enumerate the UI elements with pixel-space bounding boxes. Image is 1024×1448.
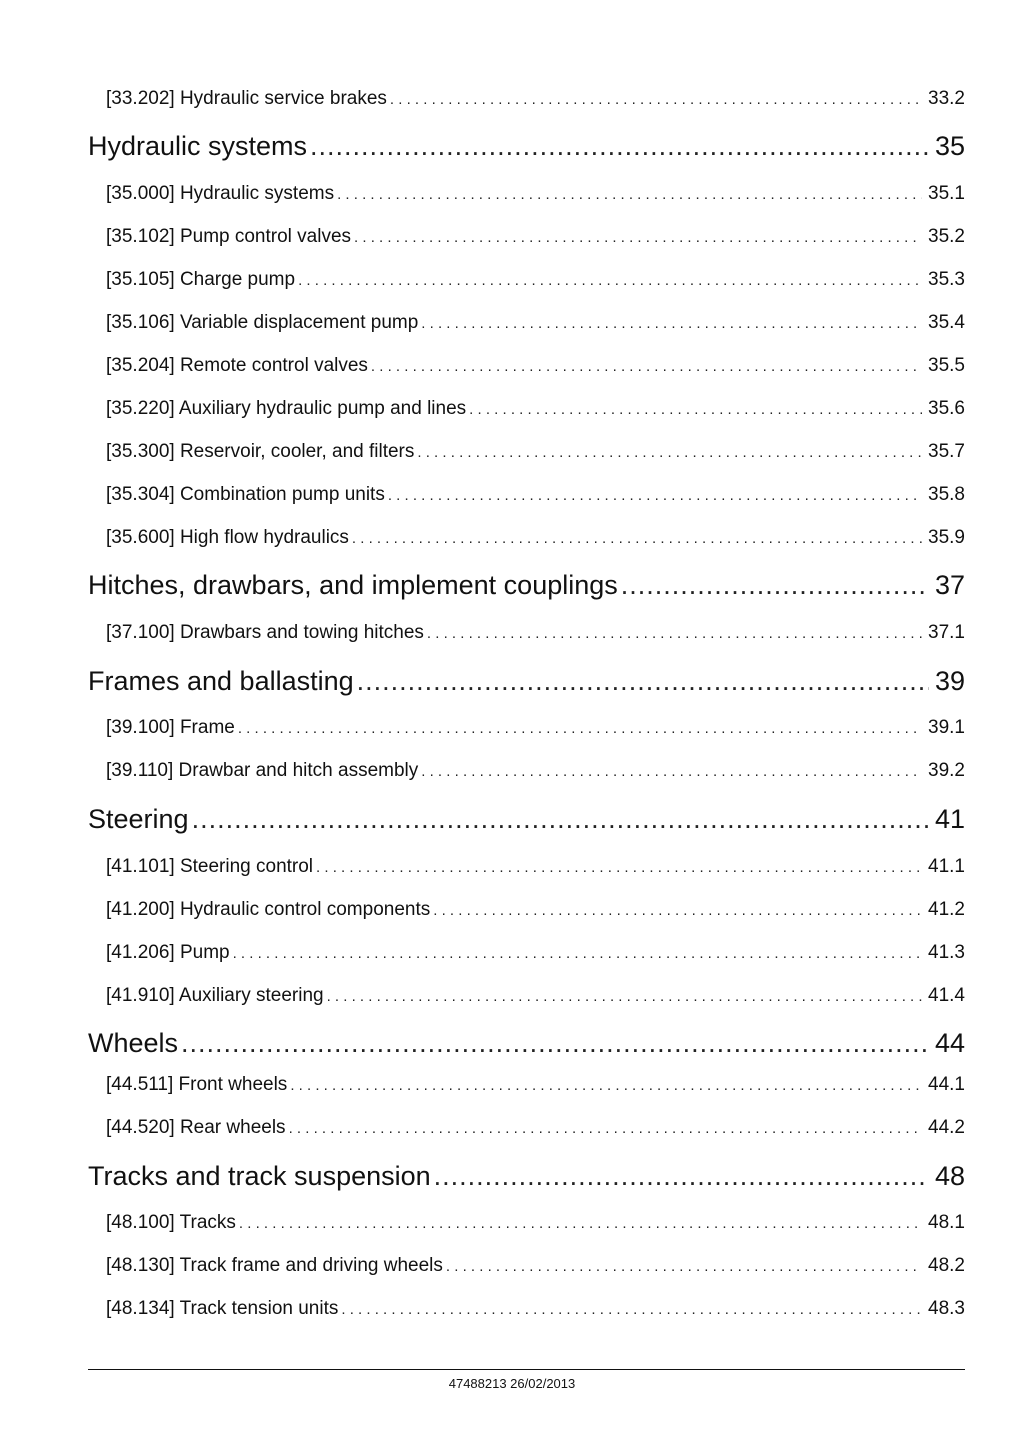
- toc-section-page: 37: [934, 570, 965, 600]
- dot-leader: [239, 1212, 922, 1234]
- dot-leader: [434, 1161, 929, 1192]
- toc-entry-page: 48.3: [928, 1298, 965, 1319]
- toc-section-title: Hydraulic systems: [88, 131, 308, 161]
- toc-entry-page: 41.3: [928, 942, 965, 963]
- toc-section-title: Frames and ballasting: [88, 666, 354, 696]
- toc-entry-page: 35.5: [928, 355, 965, 376]
- toc-section-page: 44: [934, 1028, 965, 1058]
- toc-section[interactable]: [88, 666, 965, 702]
- dot-leader: [388, 484, 922, 506]
- dot-leader: [181, 1028, 929, 1059]
- toc-entry-title: [41.206] Pump: [106, 942, 230, 963]
- toc-entry[interactable]: [106, 398, 965, 424]
- toc-entry[interactable]: [106, 717, 965, 743]
- toc-entry-title: [48.130] Track frame and driving wheels: [106, 1255, 443, 1276]
- toc-entry-title: [35.105] Charge pump: [106, 269, 296, 290]
- toc-entry[interactable]: [106, 527, 965, 553]
- dot-leader: [354, 226, 922, 248]
- toc-entry-title: [35.300] Reservoir, cooler, and filters: [106, 441, 415, 462]
- toc-entry[interactable]: [106, 269, 965, 295]
- toc-entry-title: [41.101] Steering control: [106, 856, 314, 877]
- dot-leader: [289, 1117, 922, 1139]
- dot-leader: [433, 899, 922, 921]
- toc-entry[interactable]: [106, 1255, 965, 1281]
- toc-entry-page: 35.6: [928, 398, 965, 419]
- toc-entry-page: 41.1: [928, 856, 965, 877]
- toc-section-title: Wheels: [88, 1028, 179, 1058]
- toc-entry-page: 35.8: [928, 484, 965, 505]
- toc-entry-title: [39.100] Frame: [106, 717, 235, 738]
- toc-entry-page: 39.2: [928, 760, 965, 781]
- toc-entry-title: [35.220] Auxiliary hydraulic pump and lines: [106, 398, 467, 419]
- footer-divider: [88, 1369, 965, 1370]
- toc-entry-title: [35.600] High flow hydraulics: [106, 527, 349, 548]
- dot-leader: [469, 398, 922, 420]
- toc-entry[interactable]: [106, 622, 965, 648]
- toc-section[interactable]: [88, 1161, 965, 1197]
- toc-entry-title: [35.102] Pump control valves: [106, 226, 352, 247]
- toc-entry-title: [41.200] Hydraulic control components: [106, 899, 431, 920]
- toc-entry-page: 33.2: [928, 88, 965, 109]
- dot-leader: [327, 985, 922, 1007]
- toc-entry-page: 44.2: [928, 1117, 965, 1138]
- toc-section[interactable]: [88, 570, 965, 606]
- toc-entry-page: 41.2: [928, 899, 965, 920]
- dot-leader: [417, 441, 922, 463]
- toc-entry-page: 35.9: [928, 527, 965, 548]
- toc-entry-page: 48.1: [928, 1212, 965, 1233]
- toc-section-page: 35: [934, 131, 965, 161]
- dot-leader: [290, 1074, 922, 1096]
- toc-entry[interactable]: [106, 441, 965, 467]
- toc-entry-title: [41.910] Auxiliary steering: [106, 985, 324, 1006]
- dot-leader: [352, 527, 922, 549]
- toc-entry-title: [48.100] Tracks: [106, 1212, 236, 1233]
- toc-entry[interactable]: [106, 1212, 965, 1238]
- toc-section[interactable]: [88, 804, 965, 840]
- toc-entry-title: [39.110] Drawbar and hitch assembly: [106, 760, 419, 781]
- toc-entry-title: [37.100] Drawbars and towing hitches: [106, 622, 424, 643]
- toc-section-title: Tracks and track suspension: [88, 1161, 431, 1191]
- toc-entry-title: [44.520] Rear wheels: [106, 1117, 286, 1138]
- toc-entry[interactable]: [106, 899, 965, 925]
- toc-section[interactable]: [88, 131, 965, 167]
- toc-entry[interactable]: [106, 1074, 965, 1100]
- toc-entry-page: 41.4: [928, 985, 965, 1006]
- dot-leader: [298, 269, 922, 291]
- dot-leader: [341, 1298, 922, 1320]
- toc-section[interactable]: [88, 1028, 965, 1064]
- toc-entry[interactable]: [106, 760, 965, 786]
- toc-entry[interactable]: [106, 856, 965, 882]
- toc-entry-title: [35.204] Remote control valves: [106, 355, 368, 376]
- toc-entry[interactable]: [106, 183, 965, 209]
- toc-entry-page: 37.1: [928, 622, 965, 643]
- dot-leader: [192, 804, 929, 835]
- toc-entry-page: 35.1: [928, 183, 965, 204]
- toc-entry-page: 35.7: [928, 441, 965, 462]
- toc-entry-title: [33.202] Hydraulic service brakes: [106, 88, 387, 109]
- toc-section-page: 39: [934, 666, 965, 696]
- toc-section-title: Hitches, drawbars, and implement couplings: [88, 570, 618, 600]
- toc-entry-title: [35.000] Hydraulic systems: [106, 183, 335, 204]
- dot-leader: [337, 183, 922, 205]
- dot-leader: [357, 666, 929, 697]
- toc-entry-page: 48.2: [928, 1255, 965, 1276]
- toc-entry-page: 39.1: [928, 717, 965, 738]
- dot-leader: [233, 942, 922, 964]
- dot-leader: [421, 312, 922, 334]
- toc-section-page: 41: [934, 804, 965, 834]
- dot-leader: [427, 622, 922, 644]
- dot-leader: [238, 717, 922, 739]
- toc-entry[interactable]: [106, 1117, 965, 1143]
- dot-leader: [446, 1255, 922, 1277]
- toc-entry-page: 35.3: [928, 269, 965, 290]
- toc-entry[interactable]: [106, 88, 965, 114]
- dot-leader: [310, 131, 929, 162]
- dot-leader: [621, 570, 929, 601]
- toc-section-page: 48: [934, 1161, 965, 1191]
- dot-leader: [421, 760, 922, 782]
- toc-entry-title: [35.106] Variable displacement pump: [106, 312, 419, 333]
- toc-entry-page: 35.2: [928, 226, 965, 247]
- footer-doc-id: 47488213 26/02/2013: [448, 1376, 576, 1391]
- toc-entry-title: [35.304] Combination pump units: [106, 484, 385, 505]
- toc-entry[interactable]: [106, 1298, 965, 1324]
- toc-entry[interactable]: [106, 226, 965, 252]
- dot-leader: [371, 355, 922, 377]
- toc-entry[interactable]: [106, 942, 965, 968]
- toc-entry[interactable]: [106, 312, 965, 338]
- toc-entry[interactable]: [106, 484, 965, 510]
- toc-entry-title: [44.511] Front wheels: [106, 1074, 288, 1095]
- toc-entry[interactable]: [106, 985, 965, 1011]
- dot-leader: [316, 856, 922, 878]
- toc-entry[interactable]: [106, 355, 965, 381]
- toc-entry-page: 35.4: [928, 312, 965, 333]
- dot-leader: [390, 88, 922, 110]
- toc-entry-page: 44.1: [928, 1074, 965, 1095]
- toc-section-title: Steering: [88, 804, 189, 834]
- toc-entry-title: [48.134] Track tension units: [106, 1298, 339, 1319]
